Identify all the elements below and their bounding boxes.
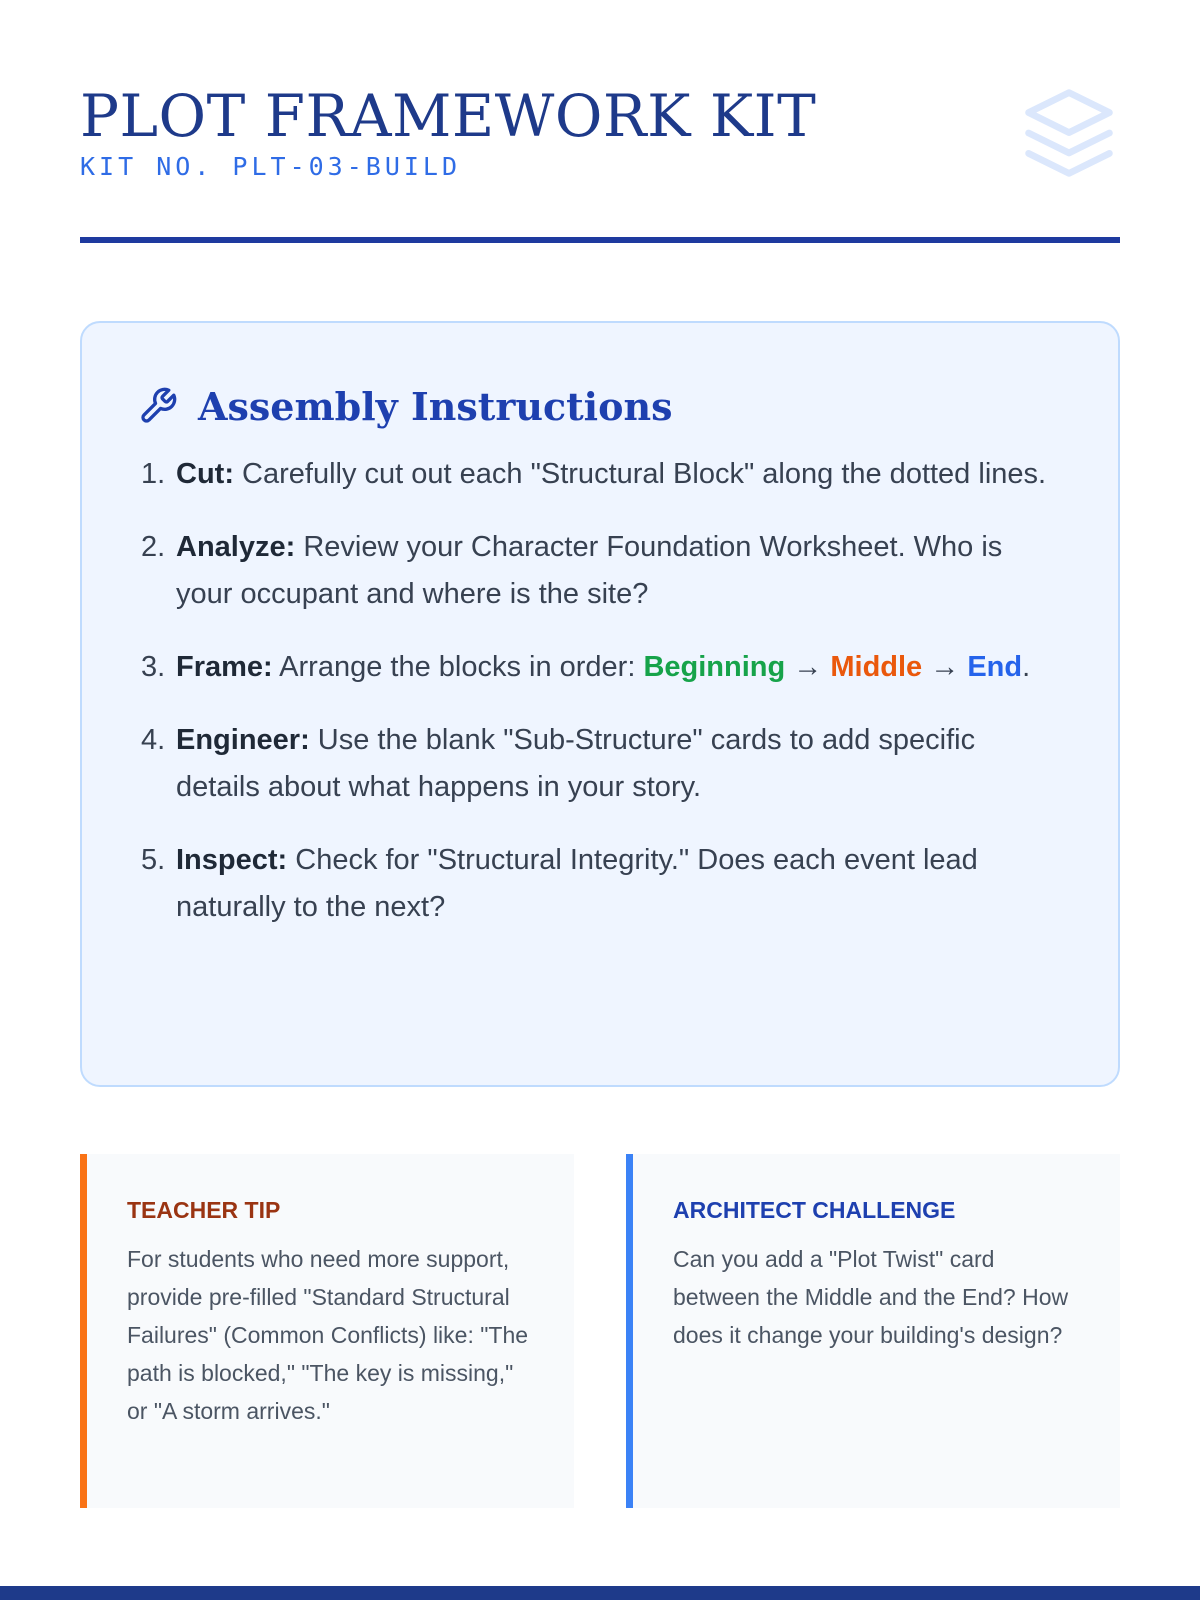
step-analyze <box>138 524 1064 618</box>
tips-row <box>80 1154 1120 1508</box>
step-tail: . <box>1022 651 1031 683</box>
instructions-title: Assembly Instructions <box>198 383 673 429</box>
step-text: Check for "Structural Integrity." Does each event lead naturally to the next? <box>176 844 978 923</box>
page-title: PLOT FRAMEWORK KIT <box>80 82 817 150</box>
step-number: 3. <box>141 651 166 683</box>
step-text: Arrange the blocks in order: <box>272 651 644 683</box>
teacher-tip-body: For students who need more support, provide pre-filled "Standard Structural Failures" (Common Conflicts) like: "The path is blocked," "The key is missing," or "A storm arrives." <box>127 1246 529 1424</box>
step-engineer <box>138 717 1064 811</box>
architect-challenge-body: Can you add a "Plot Twist" card between the Middle and the End? How does it change your building's design? <box>673 1246 1069 1348</box>
architect-challenge-title: ARCHITECT CHALLENGE <box>673 1197 956 1223</box>
step-text: Carefully cut out each "Structural Block" along the dotted lines. <box>233 458 1047 490</box>
step-cut <box>138 451 1064 498</box>
step-text: Review your Character Foundation Worksheet. Who is your occupant and where is the site? <box>176 531 1003 610</box>
middle-label: Middle <box>830 651 923 683</box>
step-number: 1. <box>141 458 166 490</box>
step-label: Inspect: <box>176 844 288 876</box>
step-label: Cut: <box>176 458 234 490</box>
footer-bar <box>0 1586 1200 1600</box>
page-header <box>80 0 1120 243</box>
assembly-instructions-card <box>80 321 1120 1087</box>
step-text: Use the blank "Sub-Structure" cards to add specific details about what happens in your story. <box>176 724 976 803</box>
arrow-separator: → <box>785 651 831 683</box>
instruction-steps <box>138 451 1064 931</box>
step-number: 4. <box>141 724 166 756</box>
instructions-heading <box>138 381 1064 431</box>
step-number: 5. <box>141 844 166 876</box>
step-frame <box>138 644 1064 691</box>
layers-icon <box>1018 82 1120 184</box>
kit-number: KIT NO. PLT-03-BUILD <box>80 152 462 181</box>
step-inspect <box>138 837 1064 931</box>
step-label: Analyze: <box>176 531 296 563</box>
teacher-tip-title: TEACHER TIP <box>127 1197 281 1223</box>
beginning-label: Beginning <box>643 651 786 683</box>
end-label: End <box>967 651 1023 683</box>
step-label: Engineer: <box>176 724 310 756</box>
arrow-separator: → <box>922 651 968 683</box>
step-label: Frame: <box>176 651 273 683</box>
architect-challenge-box <box>626 1154 1120 1508</box>
teacher-tip-box <box>80 1154 574 1508</box>
wrench-icon <box>138 386 178 426</box>
step-number: 2. <box>141 531 166 563</box>
